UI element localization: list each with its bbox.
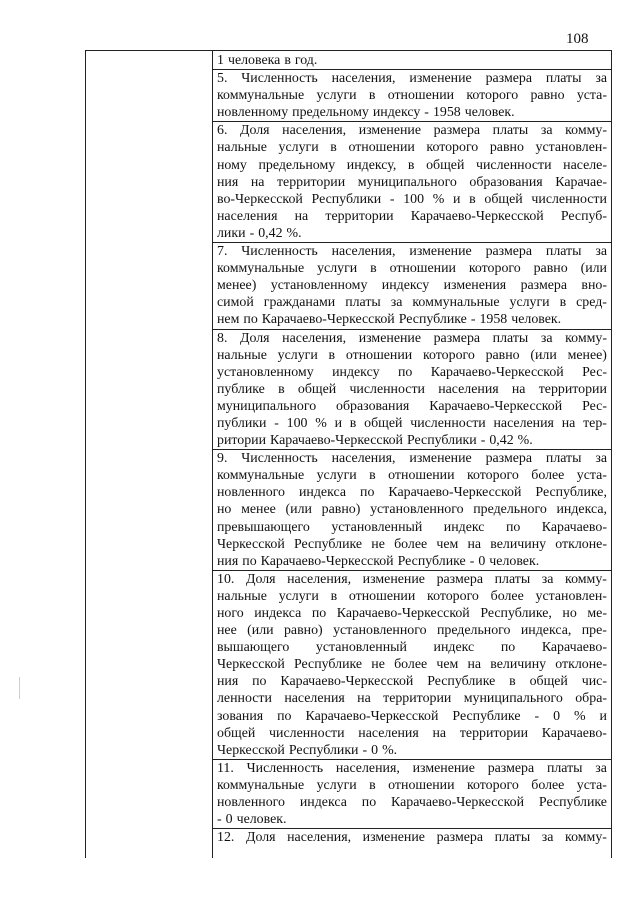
text-line: лики - 0,42 %.: [217, 225, 302, 241]
text-line: публики - 100 % и в общей численности населения на тер-: [217, 415, 607, 431]
text-line: во-Черкесской Республики - 100 % и в общей численности: [217, 191, 607, 207]
paragraph: [217, 450, 607, 570]
text-line: ному предельному индексу, в общей численности населе-: [217, 157, 607, 173]
paragraph: [217, 52, 607, 69]
text-line: нальные услуги в отношении которого равно установлен-: [217, 140, 607, 156]
text-line: 8. Доля населения, изменение размера платы за комму-: [217, 330, 607, 346]
text-line: новленного индекса по Карачаево-Черкесской Республике,: [217, 485, 607, 501]
text-line: коммунальные услуги в отношении которого равно уста-: [217, 88, 607, 104]
text-line: нальные услуги в отношении которого равно (или менее): [217, 347, 607, 363]
text-line: ния по Карачаево-Черкесской Республике - 0 человек.: [217, 553, 540, 569]
text-line: вышающего установленный индекс по Карачаево-: [217, 640, 607, 656]
text-line: нем по Карачаево-Черкесской Республике - 1958 человек.: [217, 312, 562, 328]
text-line: 5. Численность населения, изменение размера платы за: [217, 71, 607, 87]
text-line: нее (или равно) установленного предельного индекса, пре-: [217, 623, 607, 639]
table-right-column: [213, 51, 611, 858]
text-line: установленному индексу по Карачаево-Черкесской Рес-: [217, 364, 607, 380]
text-line: новленному предельному индексу - 1958 человек.: [217, 105, 515, 121]
text-line: Черкесской Республике не более чем на величину отклоне-: [217, 536, 607, 552]
text-line: ленности населения на территории муниципального обра-: [217, 691, 607, 707]
paragraph: [217, 122, 607, 242]
text-line: 12. Доля населения, изменение размера платы за комму-: [217, 830, 607, 846]
text-line: 9. Численность населения, изменение размера платы за: [217, 451, 607, 467]
table-left-column: [86, 51, 213, 858]
text-line: ния по Карачаево-Черкесской Республике в общей чис-: [217, 674, 607, 690]
paragraph: [217, 829, 607, 846]
text-line: 6. Доля населения, изменение размера платы за комму-: [217, 123, 607, 139]
scan-artifact-line: [19, 677, 20, 699]
text-line: зования по Карачаево-Черкесской Республике - 0 % и: [217, 708, 607, 724]
text-line: 11. Численность населения, изменение размера платы за: [217, 760, 607, 776]
text-line: коммунальные услуги в отношении которого более уста-: [217, 777, 607, 793]
text-line: симой гражданами платы за коммунальные услуги в сред-: [217, 295, 607, 311]
page-number: 108: [566, 31, 589, 47]
text-line: ритории Карачаево-Черкесской Республики - 0,42 %.: [217, 433, 533, 449]
text-line: ного индекса по Карачаево-Черкесской Республике, но ме-: [217, 606, 607, 621]
paragraph: [217, 760, 607, 828]
text-line: публике в общей численности населения на территории: [217, 381, 607, 397]
text-line: общей численности населения на территории Карачаево-: [217, 725, 607, 741]
text-line: менее) установленному индексу изменения размера вно-: [217, 278, 607, 294]
text-line: коммунальные услуги в отношении которого равно (или: [217, 261, 607, 277]
text-line: Черкесской Республики - 0 %.: [217, 742, 398, 758]
text-line: - 0 человек.: [217, 812, 287, 828]
text-line: новленного индекса по Карачаево-Черкесской Республике: [217, 795, 607, 811]
paragraph: [217, 330, 607, 450]
text-line: 1 человека в год.: [217, 53, 318, 68]
paragraph: [217, 571, 607, 759]
text-line: ния на территории муниципального образования Карачае-: [217, 174, 607, 190]
text-line: но менее (или равно) установленного предельного индекса,: [217, 502, 607, 518]
text-line: коммунальные услуги в отношении которого более уста-: [217, 468, 607, 484]
text-line: муниципального образования Карачаево-Черкесской Рес-: [217, 398, 607, 414]
document-table: [85, 50, 612, 858]
text-line: нальные услуги в отношении которого более установлен-: [217, 588, 607, 604]
paragraph: [217, 243, 607, 328]
text-line: населения на территории Карачаево-Черкесской Респуб-: [217, 208, 607, 224]
text-line: превышающего установленный индекс по Карачаево-: [217, 519, 607, 535]
text-line: Черкесской Республике не более чем на величину отклоне-: [217, 657, 607, 673]
text-line: 7. Численность населения, изменение размера платы за: [217, 244, 607, 260]
text-line: 10. Доля населения, изменение размера платы за комму-: [217, 571, 607, 587]
paragraph: [217, 70, 607, 121]
